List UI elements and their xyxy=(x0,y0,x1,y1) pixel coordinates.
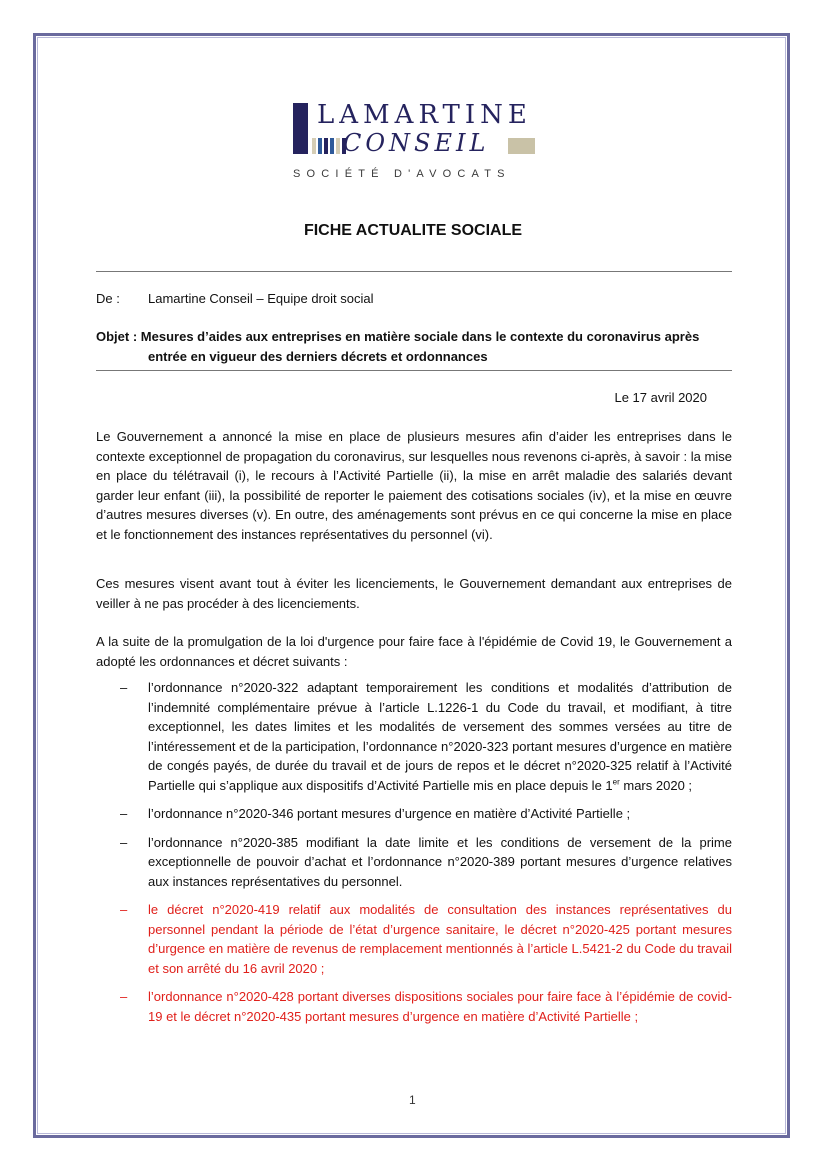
divider-top xyxy=(96,271,732,272)
logo-bar xyxy=(293,103,308,154)
paragraph-ordinances-intro: A la suite de la promulgation de la loi d'urgence pour faire face à l'épidémie de Covid 19, le Gouvernement a adopté les ordonnances et décret suivants : xyxy=(96,634,732,669)
dash-bullet: – xyxy=(120,989,128,1004)
list-item-highlighted: – le décret n°2020-419 relatif aux modalités de consultation des instances représentatives du personnel pendant la période de l’état d’urgence sanitaire, le décret n°2020-425 portant mesures d’urgence en matière de revenus de remplacement mentionnés à l’article L.5421-2 du Code du travail et son arrêté du 16 avril 2020 ; xyxy=(120,902,732,976)
objet-line2: entrée en vigueur des derniers décrets et ordonnances xyxy=(148,348,488,364)
de-value: Lamartine Conseil – Equipe droit social xyxy=(148,291,374,306)
company-logo xyxy=(293,100,543,190)
de-label: De : xyxy=(96,291,120,306)
list-item-highlighted: – l’ordonnance n°2020-428 portant diverses dispositions sociales pour faire face à l’épidémie de covid-19 et le décret n°2020-435 portant mesures d’urgence en matière d’Activité Partielle ; xyxy=(120,989,732,1024)
logo-line2: CONSEIL xyxy=(343,129,490,157)
divider-bottom xyxy=(96,370,732,371)
dash-bullet: – xyxy=(120,806,128,821)
page-number: 1 xyxy=(409,1093,416,1107)
dash-bullet: – xyxy=(120,834,128,850)
document-date: Le 17 avril 2020 xyxy=(614,390,707,405)
dash-bullet: – xyxy=(120,680,128,695)
logo-tan-block xyxy=(508,138,535,154)
list-item: – l’ordonnance n°2020-322 adaptant temporairement les conditions et modalités d’attribution de l’indemnité complémentaire prévue à l’article L.1226-1 du Code du travail, et modifiant, à titre exceptionnel, les dates limites et les modalités de versement des sommes versées au titre de l’intéressement et de la participation, l’ordonnance n°2020-323 portant mesures d’urgence en matière de congés payés, de durée du travail et de jours de repos et le décret n°2020-325 relatif à l’Activité Partielle qui s’applique aux dispositifs d’Activité Partielle mis en place depuis le 1er mars 2020 ; xyxy=(120,680,732,793)
page-title: FICHE ACTUALITE SOCIALE xyxy=(303,222,523,239)
paragraph-objective: Ces mesures visent avant tout à éviter les licenciements, le Gouvernement demandant aux entreprises de veiller à ne pas procéder à des licenciements. xyxy=(96,576,732,611)
dash-bullet: – xyxy=(120,902,128,917)
objet-block xyxy=(96,327,732,366)
list-item: – l’ordonnance n°2020-385 modifiant la date limite et les conditions de versement de la prime exceptionnelle de pouvoir d’achat et l’ordonnance n°2020-389 portant mesures d’urgence relatives aux instances représentatives du personnel. xyxy=(120,834,732,889)
list-item: – l’ordonnance n°2020-346 portant mesures d’urgence en matière d’Activité Partielle ; xyxy=(96,804,732,824)
logo-line1: LAMARTINE xyxy=(317,100,532,130)
objet-line1: Mesures d’aides aux entreprises en matière sociale dans le contexte du coronavirus après xyxy=(140,329,700,344)
logo-stripes xyxy=(312,138,346,154)
logo-subtitle: SOCIÉTÉ D'AVOCATS xyxy=(293,168,511,180)
objet-label: Objet : xyxy=(96,329,138,344)
paragraph-intro: Le Gouvernement a annoncé la mise en place de plusieurs mesures afin d’aider les entreprises dans le contexte exceptionnel de propagation du coronavirus, sur lesquelles nous revenons ci-après, à savoir : la mise en place du télétravail (i), le recours à l’Activité Partielle (ii), la mise en arrêt maladie des salariés devant garder leur enfant (iii), la possibilité de reporter le paiement des cotisations sociales (iv), et la mise en œuvre d’autres mesures diverses (v). En outre, des aménagements sont prévus en ce qui concerne la mise en place et le fonctionnement des instances représentatives du personnel (vi). xyxy=(96,429,732,542)
ordinance-list xyxy=(96,678,732,1035)
